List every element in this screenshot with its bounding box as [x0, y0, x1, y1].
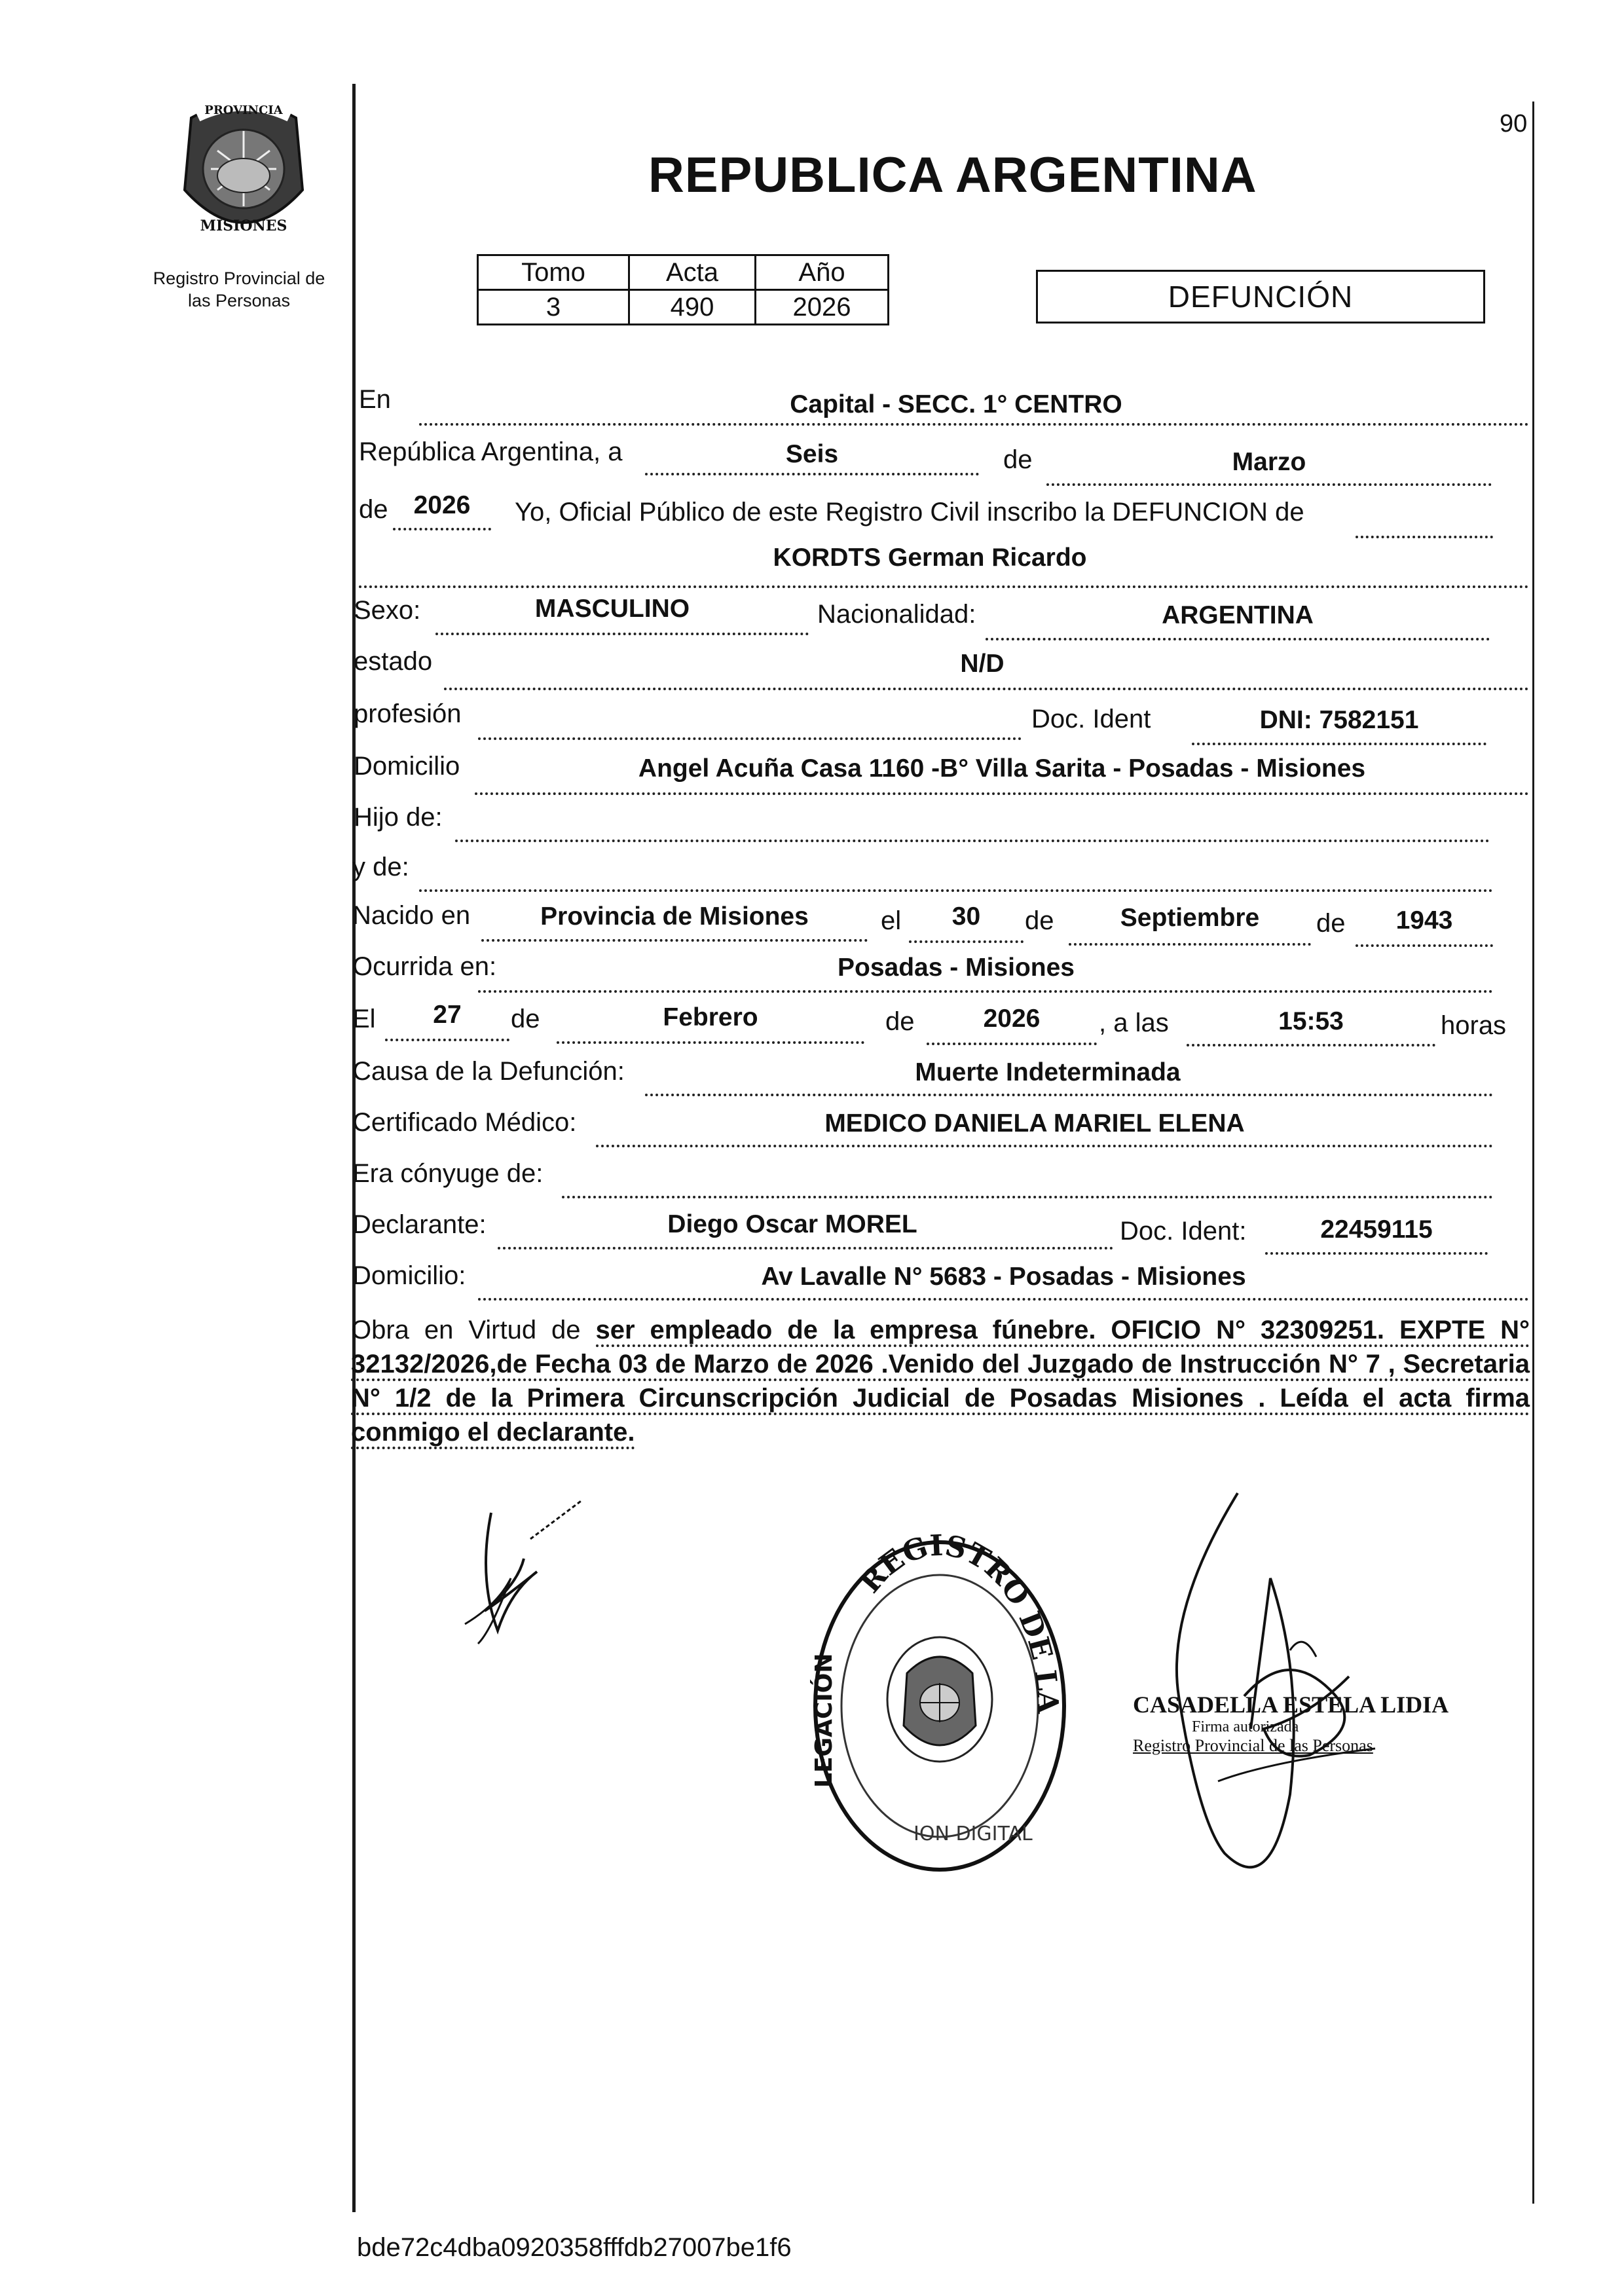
acta-header: Acta	[629, 255, 756, 290]
death-de1-label: de	[511, 1005, 540, 1033]
acta-value: 490	[629, 290, 756, 325]
causa-value: Muerte Indeterminada	[915, 1058, 1181, 1086]
name-fill	[359, 579, 1529, 588]
a-las-label: , a las	[1099, 1008, 1169, 1037]
death-year-fill	[927, 1036, 1097, 1045]
sexo-value: MASCULINO	[534, 595, 690, 623]
certificado-fill	[596, 1138, 1493, 1147]
official-org: Registro Provincial de las Personas	[1133, 1736, 1373, 1755]
death-de2-label: de	[885, 1007, 915, 1036]
domicilio-label: Domicilio	[354, 752, 460, 781]
y-de-label: y de:	[352, 853, 409, 881]
birth-month: Septiembre	[1120, 904, 1260, 932]
document-type-box: DEFUNCIÓN	[1036, 270, 1485, 324]
hijo-fill	[455, 833, 1490, 842]
decl-domicilio-value: Av Lavalle N° 5683 - Posadas - Misiones	[761, 1263, 1246, 1291]
death-day-fill	[385, 1032, 509, 1041]
decl-doc-label: Doc. Ident:	[1120, 1217, 1247, 1246]
conyuge-label: Era cónyuge de:	[352, 1159, 544, 1188]
doc-ident-fill	[1192, 736, 1486, 745]
ano-header: Año	[756, 255, 889, 290]
horas-label: horas	[1441, 1011, 1507, 1040]
profesion-fill	[478, 731, 1022, 740]
obra-paragraph	[351, 1313, 1530, 1449]
inscribo-text: Yo, Oficial Público de este Registro Civil inscribo la DEFUNCION de	[515, 498, 1304, 527]
death-time-fill	[1187, 1037, 1435, 1046]
ocurrida-label: Ocurrida en:	[352, 952, 497, 981]
day-value: Seis	[785, 440, 839, 468]
death-day: 27	[433, 1001, 462, 1029]
nacionalidad-label: Nacionalidad:	[817, 600, 976, 629]
obra-prefix: Obra en Virtud de	[351, 1316, 581, 1344]
document-title: REPUBLICA ARGENTINA	[648, 147, 1257, 203]
deceased-name: KORDTS German Ricardo	[773, 544, 1087, 572]
nacionalidad-fill	[986, 631, 1490, 640]
birth-el-label: el	[881, 906, 902, 935]
ocurrida-fill	[478, 984, 1493, 993]
decl-domicilio-label: Domicilio:	[352, 1261, 466, 1290]
seal-bottom-text: ION DIGITAL	[913, 1822, 1033, 1845]
birth-year: 1943	[1395, 906, 1453, 934]
declarante-label: Declarante:	[352, 1210, 487, 1239]
death-el-label: El	[352, 1005, 376, 1033]
tomo-value: 3	[478, 290, 629, 325]
birth-year-fill	[1356, 938, 1493, 947]
nacido-fill	[481, 933, 868, 942]
official-seal	[802, 1532, 1077, 1879]
domicilio-fill	[475, 786, 1529, 795]
declarante-value: Diego Oscar MOREL	[667, 1210, 917, 1238]
en-label: En	[359, 385, 391, 414]
acta-table	[477, 254, 889, 325]
declarante-fill	[498, 1240, 1113, 1249]
estado-label: estado	[354, 647, 433, 676]
official-name: CASADELLA ESTELA LIDIA	[1133, 1692, 1449, 1718]
svg-text:MISIONES: MISIONES	[200, 217, 287, 234]
registry-caption-line2: las Personas	[187, 291, 291, 310]
year-de-label: de	[359, 495, 388, 524]
tomo-header: Tomo	[478, 255, 629, 290]
sexo-label: Sexo:	[354, 596, 421, 625]
seal-ring-text: REGISTRO DE LA	[853, 1532, 1065, 1714]
ano-value: 2026	[756, 290, 889, 325]
estado-fill	[444, 681, 1529, 690]
left-margin-line	[352, 84, 356, 2212]
death-time: 15:53	[1278, 1007, 1344, 1035]
declarant-signature	[452, 1500, 589, 1650]
conyuge-fill	[562, 1189, 1493, 1198]
death-month: Febrero	[663, 1003, 758, 1031]
birth-month-fill	[1069, 936, 1311, 946]
republica-label: República Argentina, a	[359, 437, 623, 466]
sexo-fill	[435, 626, 809, 635]
nacido-label: Nacido en	[352, 901, 471, 930]
year-fill	[393, 521, 491, 530]
causa-fill	[645, 1087, 1493, 1096]
month-fill	[1046, 477, 1492, 486]
official-role: Firma autorizada	[1192, 1718, 1299, 1735]
nacionalidad-value: ARGENTINA	[1162, 601, 1314, 629]
death-year: 2026	[983, 1005, 1041, 1033]
birth-de1-label: de	[1025, 906, 1054, 935]
decl-domicilio-fill	[478, 1291, 1529, 1301]
svg-text:PROVINCIA: PROVINCIA	[204, 103, 283, 117]
domicilio-value: Angel Acuña Casa 1160 -B° Villa Sarita - Posadas - Misiones	[638, 754, 1366, 783]
registry-caption	[134, 267, 344, 312]
hijo-label: Hijo de:	[354, 803, 443, 832]
official-stamp-text	[1133, 1691, 1449, 1756]
document-hash: bde72c4dba0920358fffdb27007be1f6	[357, 2233, 792, 2262]
obra-text: ser empleado de la empresa fúnebre. OFICIO N° 32309251. EXPTE N° 32132/2026,de Fecha 03 de Marzo de 2026 .Venido del Juzgado de Instrucción N° 7 , Secretaria N° 1/2 de la Primera Circunscripción Judicial de Posadas Misiones . Leída el acta firma conmigo el declarante.	[351, 1316, 1530, 1449]
doc-ident-value: DNI: 7582151	[1259, 706, 1419, 734]
page-number: 90	[1500, 110, 1528, 138]
decl-doc-value: 22459115	[1320, 1215, 1433, 1244]
certificado-label: Certificado Médico:	[352, 1108, 577, 1137]
profesion-label: profesión	[354, 699, 462, 728]
nacido-value: Provincia de Misiones	[540, 902, 809, 931]
certificado-value: MEDICO DANIELA MARIEL ELENA	[824, 1109, 1245, 1138]
doc-ident-label: Doc. Ident	[1031, 705, 1151, 733]
ocurrida-value: Posadas - Misiones	[838, 953, 1075, 982]
month-value: Marzo	[1232, 448, 1306, 476]
right-margin-line	[1532, 102, 1534, 2204]
birth-day-fill	[909, 934, 1024, 943]
estado-value: N/D	[960, 650, 1005, 678]
y-de-fill	[419, 883, 1493, 892]
causa-label: Causa de la Defunción:	[352, 1057, 625, 1086]
death-month-fill	[557, 1035, 864, 1044]
inscribo-fill	[1356, 529, 1493, 538]
seal-left-text: LEGACIÓN	[811, 1653, 838, 1788]
official-signature	[1139, 1480, 1414, 1899]
year-value: 2026	[413, 491, 471, 519]
birth-day: 30	[951, 902, 981, 931]
province-logo	[172, 92, 316, 249]
registry-caption-line1: Registro Provincial de	[153, 268, 325, 288]
en-value: Capital - SECC. 1° CENTRO	[790, 390, 1122, 418]
month-de-label: de	[1003, 445, 1033, 474]
birth-de2-label: de	[1316, 909, 1346, 938]
decl-doc-fill	[1265, 1246, 1488, 1255]
